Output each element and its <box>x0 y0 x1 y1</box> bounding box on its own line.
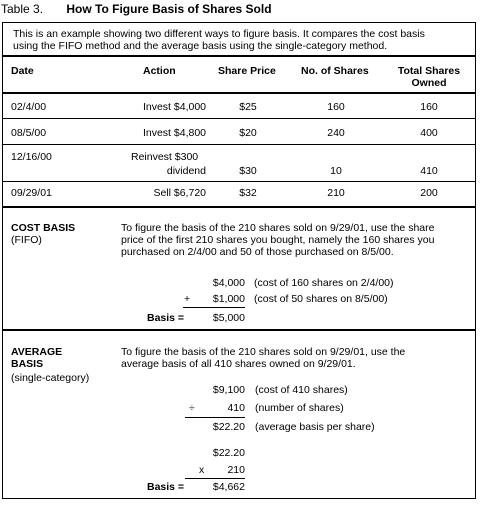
row-3-total: 410 <box>420 165 438 177</box>
cost-basis-amount-2: $1,000 <box>212 293 245 305</box>
row-3-action: Reinvest $300 <box>131 151 199 163</box>
average-basis-amount-2: 410 <box>227 402 245 414</box>
col-header-action: Action <box>143 65 176 77</box>
plus-operator: + <box>184 293 191 305</box>
divide-operator: ÷ <box>189 402 195 414</box>
divider <box>3 118 475 119</box>
average-basis-result-label: Basis = <box>147 481 185 493</box>
row-3-action-cont: dividend <box>166 165 206 177</box>
divider <box>3 144 475 145</box>
col-header-date: Date <box>11 65 34 77</box>
average-basis-text-2: average basis of all 410 shares owned on 9/29/01. <box>121 358 356 370</box>
row-1-total: 160 <box>420 101 438 113</box>
row-3-price: $30 <box>239 165 257 177</box>
average-basis-amount-1: $9,100 <box>212 384 245 396</box>
average-basis-amount-5: 210 <box>227 464 245 476</box>
row-4-price: $32 <box>239 187 257 199</box>
average-basis-sublabel: (single-category) <box>11 372 90 384</box>
intro-line-2: using the FIFO method and the average basis using the single-category method. <box>13 40 388 52</box>
average-basis-text-1: To figure the basis of the 210 shares sold on 9/29/01, use the <box>121 346 406 358</box>
row-1-action: Invest $4,000 <box>142 101 206 113</box>
row-3-date: 12/16/00 <box>11 151 52 163</box>
table-name: How To Figure Basis of Shares Sold <box>66 2 272 16</box>
cost-basis-amount-1: $4,000 <box>212 277 245 289</box>
table-frame <box>2 22 476 499</box>
table-title <box>1 2 272 16</box>
divider <box>3 206 475 208</box>
average-basis-note-3: (average basis per share) <box>255 421 375 433</box>
average-basis-result: $4,662 <box>212 481 245 493</box>
cost-basis-result: $5,000 <box>212 312 245 324</box>
cost-basis-text-3: purchased on 2/4/00 and 50 of those purchased on 8/5/00. <box>121 246 394 258</box>
row-1-price: $25 <box>239 101 257 113</box>
row-4-action: Sell $6,720 <box>153 187 206 199</box>
division-underline <box>185 417 245 418</box>
row-4-shares: 210 <box>327 187 345 199</box>
average-basis-label-1: AVERAGE <box>11 346 63 358</box>
row-2-price: $20 <box>239 127 257 139</box>
divider <box>3 55 475 57</box>
cost-basis-note-2: (cost of 50 shares on 8/5/00) <box>254 293 388 305</box>
row-1-shares: 160 <box>327 101 345 113</box>
table-number: Table 3. <box>1 2 44 16</box>
intro-line-1: This is an example showing two different ways to figure basis. It compares the cost basis <box>13 28 425 40</box>
row-3-shares: 10 <box>330 165 342 177</box>
average-basis-note-2: (number of shares) <box>255 402 344 414</box>
cost-basis-text-2: price of the first 210 shares you bought, namely the 160 shares you <box>121 234 435 246</box>
divider <box>3 181 475 182</box>
row-2-date: 08/5/00 <box>11 127 47 139</box>
cost-basis-note-1: (cost of 160 shares on 2/4/00) <box>254 277 394 289</box>
average-basis-label-2: BASIS <box>11 358 44 370</box>
sum-underline <box>183 307 245 308</box>
cost-basis-label: COST BASIS <box>11 222 76 234</box>
multiply-operator: x <box>199 464 205 476</box>
row-2-shares: 240 <box>327 127 345 139</box>
col-header-owned: Owned <box>411 77 447 89</box>
divider <box>3 92 475 94</box>
row-4-date: 09/29/01 <box>11 187 52 199</box>
product-underline <box>185 478 245 479</box>
cost-basis-text-1: To figure the basis of the 210 shares sold on 9/29/01, use the share <box>121 222 435 234</box>
cost-basis-result-label: Basis = <box>147 312 185 324</box>
row-2-action: Invest $4,800 <box>142 127 206 139</box>
average-basis-amount-3: $22.20 <box>212 421 245 433</box>
average-basis-note-1: (cost of 410 shares) <box>255 384 348 396</box>
col-header-total-shares: Total Shares <box>397 65 461 77</box>
cost-basis-sublabel: (FIFO) <box>11 234 42 246</box>
col-header-share-price: Share Price <box>218 65 276 77</box>
col-header-no-of-shares: No. of Shares <box>301 65 369 77</box>
row-4-total: 200 <box>420 187 438 199</box>
average-basis-amount-4: $22.20 <box>212 447 245 459</box>
row-1-date: 02/4/00 <box>11 101 47 113</box>
row-2-total: 400 <box>420 127 438 139</box>
divider <box>3 329 475 331</box>
